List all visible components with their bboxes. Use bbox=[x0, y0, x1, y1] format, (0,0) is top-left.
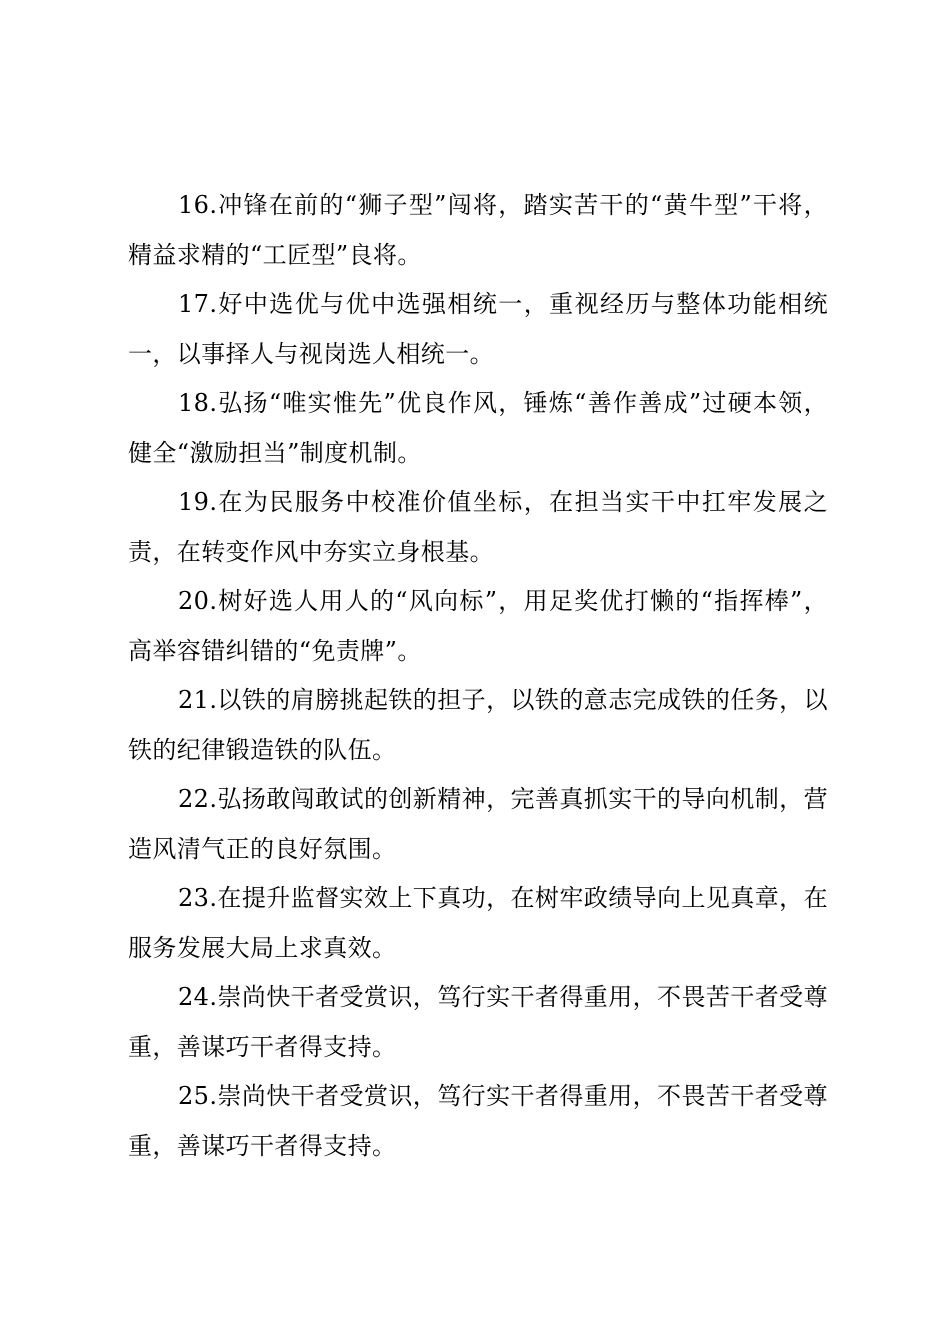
paragraph-21: 21.以铁的肩膀挑起铁的担子，以铁的意志完成铁的任务，以铁的纪律锻造铁的队伍。 bbox=[128, 686, 828, 764]
paragraph-22: 22.弘扬敢闯敢试的创新精神，完善真抓实干的导向机制，营造风清气正的良好氛围。 bbox=[128, 785, 828, 863]
paragraph-25: 25.崇尚快干者受赏识，笃行实干者得重用，不畏苦干者受尊重，善谋巧干者得支持。 bbox=[128, 1082, 828, 1160]
paragraph-17: 17.好中选优与优中选强相统一，重视经历与整体功能相统一，以事择人与视岗选人相统一。 bbox=[128, 290, 828, 368]
paragraph-20: 20.树好选人用人的“风向标”，用足奖优打懒的“指挥棒”，高举容错纠错的“免责牌”。 bbox=[128, 587, 828, 665]
paragraph-16: 16.冲锋在前的“狮子型”闯将，踏实苦干的“黄牛型”干将，精益求精的“工匠型”良将。 bbox=[128, 191, 828, 269]
paragraph-23: 23.在提升监督实效上下真功，在树牢政绩导向上见真章，在服务发展大局上求真效。 bbox=[128, 884, 828, 962]
paragraph-24: 24.崇尚快干者受赏识，笃行实干者得重用，不畏苦干者受尊重，善谋巧干者得支持。 bbox=[128, 983, 828, 1061]
paragraph-18: 18.弘扬“唯实惟先”优良作风，锤炼“善作善成”过硬本领，健全“激励担当”制度机制。 bbox=[128, 389, 828, 467]
document-body bbox=[128, 181, 828, 1171]
paragraph-19: 19.在为民服务中校准价值坐标，在担当实干中扛牢发展之责，在转变作风中夯实立身根基。 bbox=[128, 488, 828, 566]
